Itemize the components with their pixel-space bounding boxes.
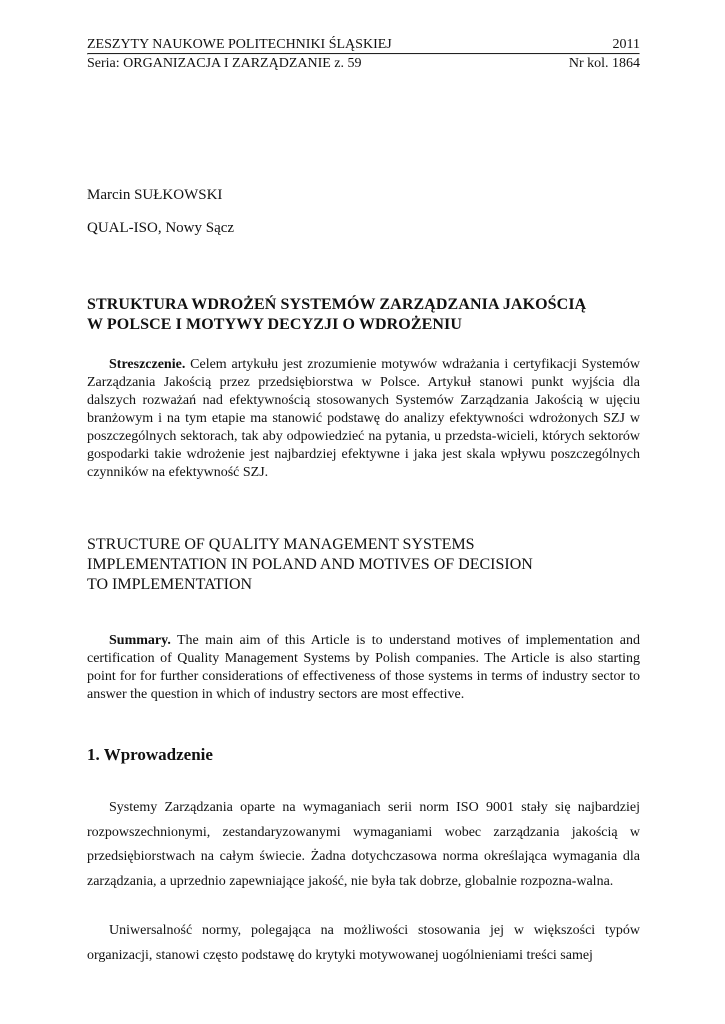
- polish-title-line-2: W POLSCE I MOTYWY DECYZJI O WDROŻENIU: [87, 316, 463, 333]
- journal-name: ZESZYTY NAUKOWE POLITECHNIKI ŚLĄSKIEJ: [87, 37, 392, 52]
- publication-year: 2011: [612, 37, 640, 52]
- polish-title: [87, 295, 640, 335]
- running-header-top: [87, 36, 640, 53]
- issue-number: Nr kol. 1864: [568, 56, 640, 71]
- summary-text: The main aim of this Article is to understand motives of implementation and certification of Quality Management Systems by Polish companies. The Article is also starting point for for further considerations of effectiveness of those systems in terms of industry sector to answer the question in which of industry sectors are most effective.: [87, 633, 640, 702]
- abstract-label: Streszczenie.: [109, 357, 186, 372]
- series-info: Seria: ORGANIZACJA I ZARZĄDZANIE z. 59: [87, 56, 362, 71]
- english-title-line-2: IMPLEMENTATION IN POLAND AND MOTIVES OF DECISION: [87, 556, 533, 573]
- paper-page: [87, 36, 640, 963]
- english-title: [87, 535, 640, 595]
- running-header-bottom: [87, 55, 640, 72]
- body-paragraph-2: Uniwersalność normy, polegająca na możliwości stosowania jej w większości typów organizacji, stanowi często podstawę do krytyki motywowanej uogólnieniami treści samej: [87, 923, 640, 963]
- abstract-text: Celem artykułu jest zrozumienie motywów wdrażania i certyfikacji Systemów Zarządzania Jakością przez przedsiębiorstwa w Polsce. Artykuł stanowi punkt wyjścia dla dalszych rozważań nad efektywnością stosowanych Systemów Zarządzania Jakością w ujęciu branżowym i na tym etapie ma stanowić podstawę do analizy efektywności wdrożonych SZJ w poszczególnych sektorach, tak aby odpowiedzieć na pytania, u przedsta-wicieli, których sektorów gospodarki takie wdrożenie jest najbardziej efektywne i jaka jest skala wpływu poszczególnych czynników na efektywność SZJ.: [87, 357, 640, 480]
- summary-label: Summary.: [109, 633, 171, 648]
- author-affiliation: QUAL-ISO, Nowy Sącz: [87, 220, 235, 236]
- english-title-line-3: TO IMPLEMENTATION: [87, 576, 253, 593]
- polish-abstract: [87, 356, 640, 482]
- author-name: Marcin SUŁKOWSKI: [87, 187, 223, 203]
- section-heading: 1. Wprowadzenie: [87, 745, 213, 764]
- english-title-line-1: STRUCTURE OF QUALITY MANAGEMENT SYSTEMS: [87, 536, 475, 553]
- polish-title-line-1: STRUKTURA WDROŻEŃ SYSTEMÓW ZARZĄDZANIA JAKOŚCIĄ: [87, 296, 587, 313]
- body-paragraph-1: Systemy Zarządzania oparte na wymaganiach serii norm ISO 9001 stały się najbardziej rozpowszechnionymi, zestandaryzowanymi wymaganiami wobec zarządzania jakością w przedsiębiorstwach na całym świecie. Żadna dotychczasowa norma określająca wymagania dla zarządzania, a uprzednio zapewniające jakość, nie była tak dobrze, globalnie rozpozna-walna.: [87, 800, 640, 889]
- english-summary: [87, 632, 640, 704]
